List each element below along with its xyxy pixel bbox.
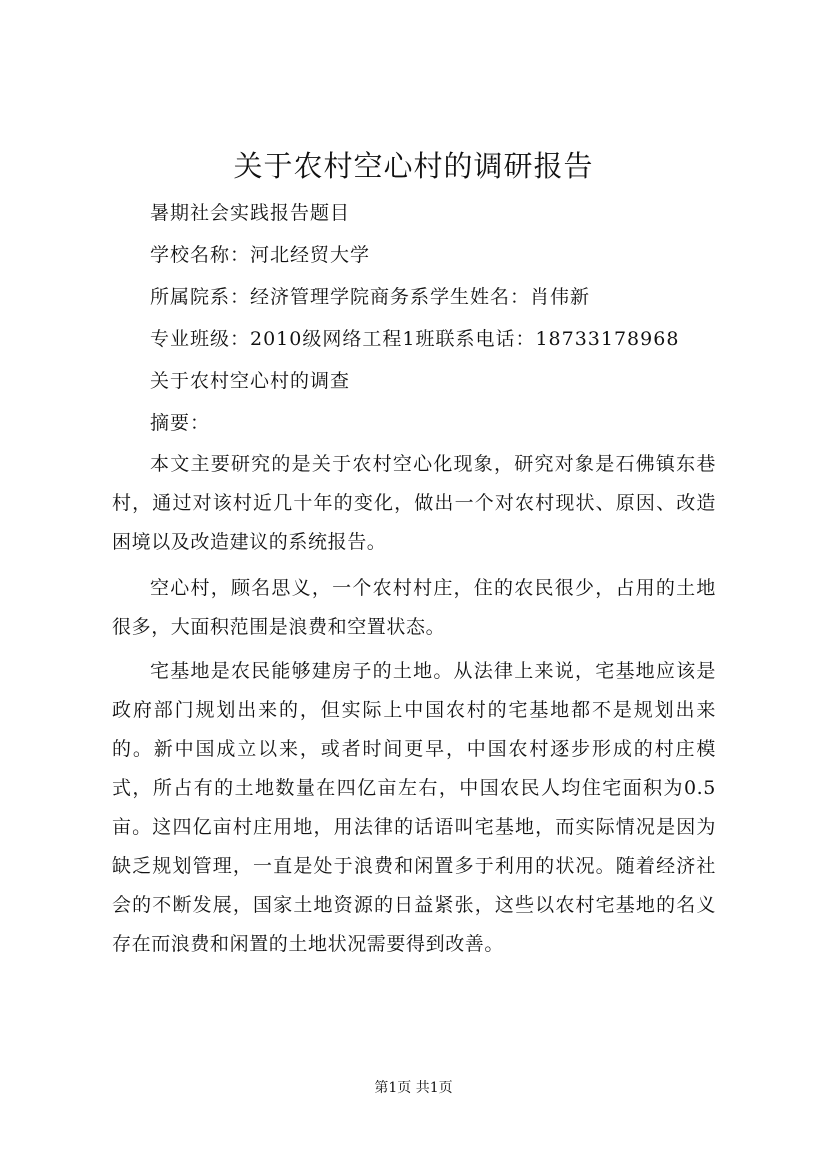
survey-title-line: 关于农村空心村的调查 [150,370,351,392]
abstract-paragraph: 本文主要研究的是关于农村空心化现象，研究对象是石佛镇东巷村，通过对该村近几十年的变化，做出一个对农村现状、原因、改造困境以及改造建议的系统报告。 [112,453,716,553]
page-footer: 第1页 共1页 [374,1080,453,1096]
document-title: 关于农村空心村的调研报告 [233,149,594,183]
department-student-line: 所属院系：经济管理学院商务系学生姓名：肖伟新 [150,286,591,308]
hollow-village-definition-paragraph: 空心村，顾名思义，一个农村村庄，住的农民很少，占用的土地很多，大面积范围是浪费和空置状态。 [112,577,716,638]
report-topic-line: 暑期社会实践报告题目 [150,202,351,224]
class-phone-line: 专业班级：2010级网络工程1班联系电话：18733178968 [150,328,680,350]
abstract-label: 摘要： [150,412,211,434]
homestead-paragraph: 宅基地是农民能够建房子的土地。从法律上来说，宅基地应该是政府部门规划出来的，但实际上中国农村的宅基地都不是规划出来的。新中国成立以来，或者时间更早，中国农村逐步形成的村庄模式，所占有的土地数量在四亿亩左右，中国农民人均住宅面积为0.5亩。这四亿亩村庄用地，用法律的话语叫宅基地，而实际情况是因为缺乏规划管理，一直是处于浪费和闲置多于利用的状况。随着经济社会的不断发展，国家土地资源的日益紧张，这些以农村宅基地的名义存在而浪费和闲置的土地状况需要得到改善。 [112,660,716,955]
school-name-line: 学校名称：河北经贸大学 [150,244,371,266]
